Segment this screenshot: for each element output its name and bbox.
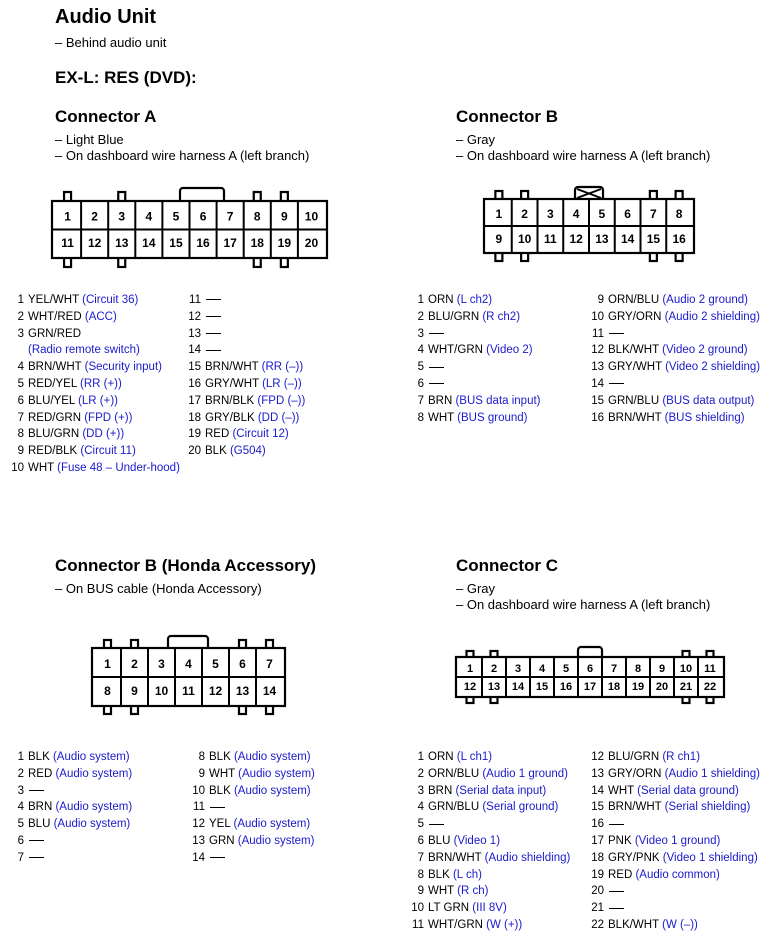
pin-number: 8: [417, 868, 424, 881]
pin-number: 18: [591, 851, 604, 864]
pin-row: [408, 799, 570, 816]
pin-function: (L ch): [449, 868, 482, 881]
connector-cell-label: 12: [208, 683, 223, 698]
pin-function: (ACC): [81, 310, 117, 323]
pin-function: (Video 2): [482, 344, 533, 357]
pin-row: [408, 749, 570, 766]
pin-row: [408, 900, 570, 917]
wire-color: ORN/BLU: [608, 294, 660, 306]
pin-number: 22: [591, 918, 604, 931]
unused-pin-dash: [609, 891, 624, 892]
wire-color: BLK: [205, 445, 227, 458]
pin-row: [588, 867, 760, 884]
pin-function: (Audio system): [230, 818, 311, 831]
pin-number: 12: [188, 310, 201, 323]
pin-function: (FPD (–)): [254, 394, 306, 407]
page-title: Audio Unit: [55, 6, 157, 28]
pin-number: 13: [192, 834, 205, 847]
pin-number: 1: [17, 294, 24, 306]
connector-cell-label: 1: [64, 209, 71, 224]
pin-function: (Serial shielding): [661, 801, 751, 814]
pin-function: (DD (+)): [79, 428, 125, 441]
pin-function: (Audio system): [52, 801, 133, 814]
connector-cell-label: 13: [595, 231, 609, 246]
pin-number: 13: [188, 327, 201, 340]
pin-number: 8: [417, 411, 424, 424]
pin-function: (R ch): [453, 885, 489, 898]
wire-color: BLU: [28, 818, 51, 831]
unused-pin-dash: [609, 908, 624, 909]
pin-function: (Audio 1 shielding): [661, 767, 760, 780]
pin-number: 2: [17, 310, 24, 323]
pin-number: 4: [17, 801, 24, 814]
pin-function: (Circuit 11): [77, 445, 136, 458]
connector-cell-label: 8: [675, 206, 683, 221]
wire-color: WHT: [608, 784, 634, 797]
connector-cell-label: 19: [277, 236, 292, 251]
connector-b-honda-title: Connector B (Honda Accessory): [55, 556, 317, 575]
pin-number: 12: [591, 344, 604, 357]
connector-cell-label: 9: [658, 662, 666, 675]
connector-cell-label: 16: [196, 236, 210, 251]
pin-function: (LR (–)): [258, 377, 302, 390]
pin-function: (Audio system): [52, 767, 133, 780]
pin-function: (III 8V): [469, 902, 507, 915]
connector-cell-label: 14: [262, 683, 277, 698]
wire-color: BRN/WHT: [28, 361, 82, 374]
pin-function: (RR (–)): [258, 361, 304, 374]
pin-row: [408, 816, 570, 833]
pin-function: (Video 1 shielding): [659, 851, 758, 864]
pin-function: (Audio system): [230, 751, 311, 763]
wire-color: WHT/GRN: [428, 918, 483, 931]
pin-number: 11: [412, 918, 424, 931]
wire-color: YEL: [209, 818, 231, 831]
connector-cell-label: 10: [154, 683, 169, 698]
connector-cell-label: 3: [118, 209, 126, 224]
pin-number: 15: [591, 394, 604, 407]
pin-row: [408, 850, 570, 867]
connector-cell-label: 11: [182, 683, 195, 698]
pin-function: (Audio system): [234, 767, 315, 780]
wire-color: LT GRN: [428, 902, 470, 915]
connector-cell-label: 1: [104, 656, 111, 671]
pin-function: (LR (+)): [74, 394, 119, 407]
wire-color: GRN/RED: [28, 327, 82, 340]
connector-cell-label: 15: [169, 236, 183, 251]
connector-cell-label: 21: [679, 680, 693, 693]
connector-cell-label: 3: [158, 656, 165, 671]
connector-a-color-note: – Light Blue: [55, 132, 124, 147]
wire-color: GRN/BLU: [608, 394, 660, 407]
wire-color: ORN: [428, 751, 454, 763]
pin-number: 14: [188, 344, 201, 357]
pin-number: 9: [597, 294, 604, 306]
pin-function: (Circuit 36): [78, 294, 139, 306]
pin-function: (Audio 2 ground): [659, 294, 748, 306]
pin-number: 16: [188, 377, 201, 390]
pin-number: 1: [417, 751, 424, 763]
pin-number: 21: [591, 902, 604, 915]
connector-cell-label: 16: [672, 231, 686, 246]
wire-color: ORN/BLU: [428, 767, 480, 780]
pin-number: 18: [188, 411, 201, 424]
connector-cell-label: 17: [223, 236, 237, 251]
pin-row: [408, 833, 570, 850]
pin-number: 16: [591, 411, 604, 424]
wire-color: RED: [205, 428, 230, 441]
pin-row: [588, 816, 760, 833]
wire-color: BRN: [428, 784, 453, 797]
pin-row: [588, 917, 760, 934]
pin-row: [588, 833, 760, 850]
pin-number: 16: [591, 818, 604, 831]
pin-function: (Audio system): [230, 784, 311, 797]
pin-number: 7: [417, 394, 424, 407]
connector-cell-label: 13: [115, 236, 129, 251]
pin-row: [588, 766, 760, 783]
connector-cell-label: 12: [87, 236, 102, 251]
connector-cell-label: 16: [559, 680, 573, 693]
connector-cell-label: 19: [631, 680, 645, 693]
pin-number: 2: [17, 767, 24, 780]
connector-cell-label: 10: [679, 662, 693, 675]
connector-b-honda-location-note: – On BUS cable (Honda Accessory): [55, 581, 262, 596]
wire-color: RED: [28, 767, 53, 780]
model-heading: EX-L: RES (DVD):: [55, 68, 197, 87]
pin-number: 7: [17, 411, 24, 424]
pin-number: 1: [417, 294, 424, 306]
connector-b-location-note: – On dashboard wire harness A (left branch): [456, 148, 711, 163]
wire-color: RED/BLK: [28, 445, 78, 458]
connector-b-color-note: – Gray: [456, 132, 496, 147]
pin-row: [408, 867, 570, 884]
pin-number: 5: [417, 361, 424, 374]
wire-color: RED/GRN: [28, 411, 82, 424]
pin-function: (G504): [226, 445, 266, 458]
pin-function: (Serial data input): [452, 784, 547, 797]
pin-number: 4: [417, 344, 424, 357]
pin-function: (Security input): [81, 361, 162, 374]
pin-number: 6: [417, 377, 424, 390]
wire-color: GRY/WHT: [205, 377, 259, 390]
connector-cell-label: 12: [463, 680, 477, 693]
pin-number: 3: [17, 784, 24, 797]
connector-cell-label: 11: [704, 662, 716, 675]
wire-color: BRN/WHT: [428, 851, 482, 864]
connector-cell-label: 3: [547, 206, 554, 221]
pin-function: (BUS data input): [452, 394, 541, 407]
connector-cell-label: 9: [281, 209, 288, 224]
pin-number: 13: [591, 767, 604, 780]
wire-color: BLK/WHT: [608, 344, 659, 357]
connector-cell-label: 20: [304, 236, 319, 251]
pin-number: 17: [188, 394, 201, 407]
wire-color: BLK: [209, 784, 231, 797]
connector-cell-label: 18: [607, 680, 621, 693]
wire-color: RED/YEL: [28, 377, 77, 390]
wire-color: BLU/GRN: [428, 310, 480, 323]
pin-function: (Audio 2 shielding): [661, 310, 760, 323]
connector-cell-label: 8: [634, 662, 642, 675]
pin-function: (Video 1): [450, 834, 501, 847]
wire-color: BLU/GRN: [28, 428, 80, 441]
wire-color: GRY/WHT: [608, 361, 662, 374]
pin-number: 20: [591, 885, 604, 898]
connector-cell-label: 2: [91, 209, 98, 224]
pin-function: (Audio 1 ground): [479, 767, 568, 780]
connector-cell-label: 13: [487, 680, 501, 693]
pin-number: 5: [17, 818, 24, 831]
connector-cell-label: 10: [517, 231, 532, 246]
pin-number: 19: [188, 428, 201, 441]
connector-c-location-note: – On dashboard wire harness A (left branch): [456, 597, 711, 612]
pin-number: 10: [591, 310, 604, 323]
pin-number: 6: [417, 834, 424, 847]
connector-cell-label: 22: [703, 680, 717, 693]
pin-number: 19: [591, 868, 604, 881]
connector-cell-label: 6: [199, 209, 207, 224]
pin-row: [588, 850, 760, 867]
pin-function: (BUS ground): [453, 411, 528, 424]
connector-a-title: Connector A: [55, 107, 157, 126]
pin-number: 11: [193, 801, 205, 814]
pin-row: [408, 766, 570, 783]
pin-row: [588, 900, 760, 917]
pin-row: [588, 783, 760, 800]
wire-color: WHT: [428, 885, 454, 898]
connector-cell-label: 2: [521, 206, 528, 221]
wire-color: BRN/WHT: [205, 361, 259, 374]
connector-cell-label: 15: [535, 680, 549, 693]
wire-color: YEL/WHT: [28, 294, 79, 306]
pin-number: 10: [411, 902, 424, 915]
pin-function: (W (–)): [658, 918, 698, 931]
connector-cell-label: 14: [620, 231, 635, 246]
pin-function: (BUS data output): [659, 394, 755, 407]
pin-number: 15: [188, 361, 201, 374]
connector-cell-label: 14: [142, 236, 156, 251]
connector-cell-label: 1: [495, 206, 503, 221]
pin-function: (Audio system): [49, 751, 130, 763]
pin-number: 2: [417, 310, 424, 323]
wire-color: BLU/GRN: [608, 751, 660, 763]
pin-row: [408, 883, 570, 900]
connector-a-location-note: – On dashboard wire harness A (left branch): [55, 148, 310, 163]
connector-cell-label: 7: [226, 209, 234, 224]
connector-cell-label: 10: [304, 209, 319, 224]
wire-color: BRN/WHT: [608, 801, 662, 814]
pin-function: (BUS shielding): [661, 411, 745, 424]
wire-color: BRN: [28, 801, 53, 814]
pin-function: (W (+)): [482, 918, 523, 931]
wire-color: BLU/YEL: [28, 394, 75, 407]
connector-c-title: Connector C: [456, 556, 558, 575]
pin-number: 8: [198, 751, 205, 763]
pin-function: (Serial data ground): [633, 784, 739, 797]
pin-function: (Audio common): [632, 868, 720, 881]
pin-function: (R ch2): [479, 310, 521, 323]
connector-cell-label: 14: [511, 680, 525, 693]
wire-color: RED: [608, 868, 633, 881]
connector-cell-label: 7: [650, 206, 657, 221]
pin-number: 10: [192, 784, 205, 797]
connector-cell-label: 3: [514, 662, 522, 675]
pin-number: 14: [192, 851, 205, 864]
pin-number: 14: [591, 377, 604, 390]
pin-number: 3: [417, 784, 424, 797]
wire-color: BRN: [428, 394, 453, 407]
connector-cell-label: 11: [544, 231, 557, 246]
connector-cell-label: 4: [538, 662, 546, 675]
pin-function: (L ch1): [453, 751, 493, 763]
pin-row: [408, 783, 570, 800]
pin-row: [588, 883, 760, 900]
pin-number: 13: [591, 361, 604, 374]
connector-cell-label: 5: [212, 656, 219, 671]
connector-cell-label: 18: [250, 236, 264, 251]
wire-color: ORN: [428, 294, 454, 306]
pin-number: 5: [417, 818, 424, 831]
pin-function: (Audio system): [50, 818, 131, 831]
pin-function: (Radio remote switch): [28, 344, 140, 357]
pin-number: 3: [417, 327, 424, 340]
wire-color: GRN: [209, 834, 235, 847]
connector-cell-label: 13: [235, 683, 250, 698]
pin-number: 6: [17, 834, 24, 847]
wire-color: BRN/WHT: [608, 411, 662, 424]
wire-color: GRN/BLU: [428, 801, 480, 814]
pin-number: 1: [17, 751, 24, 763]
pin-function: (RR (+)): [76, 377, 122, 390]
pin-number: 11: [592, 327, 604, 340]
page-location-note: – Behind audio unit: [55, 35, 167, 50]
pin-function: (L ch2): [453, 294, 493, 306]
connector-cell-label: 5: [172, 209, 180, 224]
wire-color: WHT/GRN: [428, 344, 483, 357]
pin-number: 9: [198, 767, 205, 780]
wire-color: BLK: [28, 751, 50, 763]
pin-function: (FPD (+)): [81, 411, 133, 424]
connector-cell-label: 5: [562, 662, 570, 675]
pin-number: 6: [17, 394, 24, 407]
pin-function: (Video 2 shielding): [661, 361, 761, 374]
pin-number: 9: [417, 885, 424, 898]
pin-number: 15: [591, 801, 604, 814]
wire-color: WHT: [428, 411, 454, 424]
connector-cell-label: 9: [131, 683, 138, 698]
wire-color: PNK: [608, 834, 632, 847]
pin-number: 2: [417, 767, 424, 780]
pin-number: 9: [17, 445, 24, 458]
wire-color: BLK: [209, 751, 231, 763]
pin-function: (Video 2 ground): [658, 344, 748, 357]
connector-cell-label: 4: [572, 206, 580, 221]
connector-cell-label: 7: [266, 656, 273, 671]
pin-function: (Audio shielding): [481, 851, 571, 864]
connector-cell-label: 8: [104, 683, 111, 698]
wire-color: BRN/BLK: [205, 394, 255, 407]
pin-row: [588, 749, 760, 766]
connector-cell-label: 6: [586, 662, 594, 675]
pin-row: [588, 799, 760, 816]
connector-c-pins-left: [408, 749, 570, 934]
pin-number: 8: [17, 428, 24, 441]
pin-number: 4: [417, 801, 424, 814]
connector-cell-label: 1: [466, 662, 474, 675]
wire-color: WHT: [28, 461, 54, 474]
pin-number: 12: [591, 751, 604, 763]
connector-cell-label: 11: [61, 236, 74, 251]
wire-color: GRY/PNK: [608, 851, 660, 864]
connector-c-pins-right: [588, 749, 760, 934]
wire-color: BLK/WHT: [608, 918, 659, 931]
pin-function: (R ch1): [659, 751, 701, 763]
pin-function: (Audio system): [234, 834, 315, 847]
pin-number: 7: [17, 851, 24, 864]
connector-cell-label: 8: [253, 209, 261, 224]
connector-cell-label: 12: [569, 231, 583, 246]
wire-color: WHT/RED: [28, 310, 82, 323]
connector-cell-label: 2: [131, 656, 138, 671]
pin-number: 4: [17, 361, 24, 374]
connector-cell-label: 7: [610, 662, 618, 675]
pin-number: 12: [192, 818, 205, 831]
unused-pin-dash: [429, 824, 444, 825]
pin-function: (Video 1 ground): [631, 834, 721, 847]
pin-number: 10: [11, 461, 24, 474]
pin-number: 11: [189, 294, 201, 306]
unused-pin-dash: [609, 824, 624, 825]
pin-function: (Serial ground): [479, 801, 559, 814]
pin-number: 5: [17, 377, 24, 390]
connector-cell-label: 4: [145, 209, 153, 224]
pin-function: (Fuse 48 – Under-hood): [53, 461, 180, 474]
pin-function: (DD (–)): [254, 411, 300, 424]
pin-number: 3: [17, 327, 24, 340]
wire-color: GRY/ORN: [608, 767, 662, 780]
wire-color: BLU: [428, 834, 451, 847]
connector-cell-label: 5: [598, 206, 606, 221]
connector-c-color-note: – Gray: [456, 581, 496, 596]
wire-color: GRY/BLK: [205, 411, 255, 424]
connector-cell-label: 4: [185, 656, 192, 671]
connector-cell-label: 6: [239, 656, 246, 671]
pin-number: 7: [417, 851, 424, 864]
pin-number: 17: [591, 834, 604, 847]
pin-number: 20: [188, 445, 201, 458]
pin-number: 14: [591, 784, 604, 797]
connector-cell-label: 20: [655, 680, 669, 693]
connector-cell-label: 9: [495, 231, 503, 246]
wire-color: GRY/ORN: [608, 310, 662, 323]
connector-cell-label: 6: [624, 206, 631, 221]
connector-b-title: Connector B: [456, 107, 558, 126]
connector-cell-label: 15: [646, 231, 661, 246]
pin-row: [408, 917, 570, 934]
wire-color: WHT: [209, 767, 235, 780]
pin-function: (Circuit 12): [229, 428, 289, 441]
connector-cell-label: 2: [490, 662, 498, 675]
connector-cell-label: 17: [583, 680, 597, 693]
wire-color: BLK: [428, 868, 450, 881]
